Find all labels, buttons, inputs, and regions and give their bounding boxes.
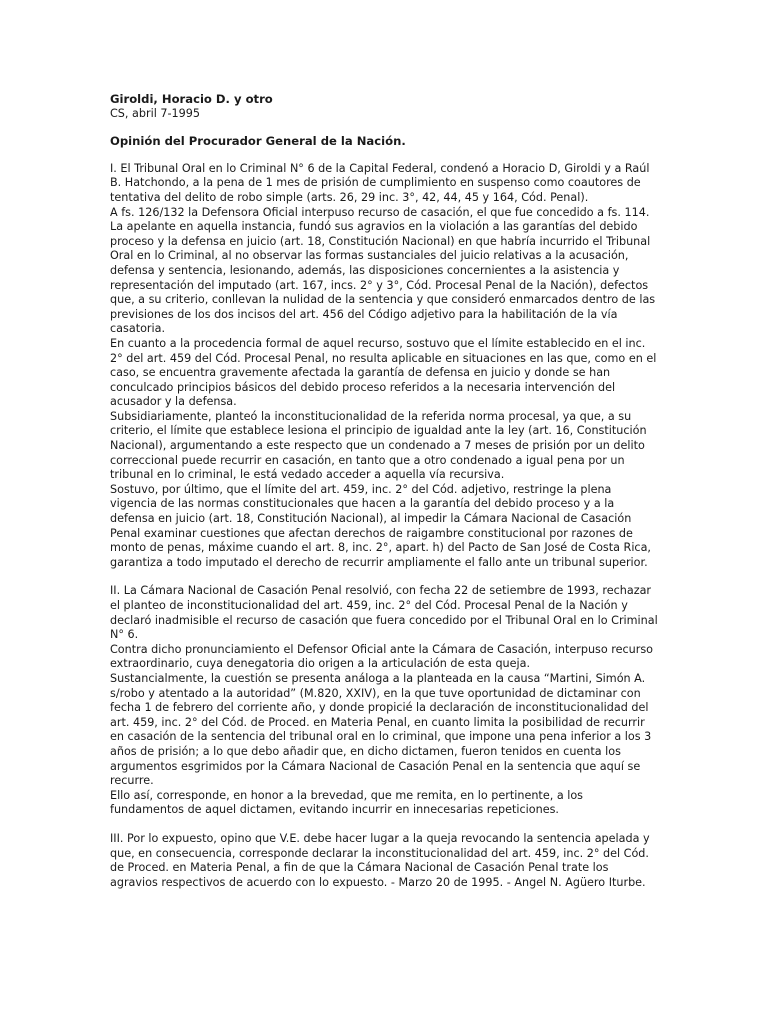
document-page: [110, 92, 658, 904]
paragraph: III. Por lo expuesto, opino que V.E. debe hacer lugar a la queja revocando la sentencia apelada y que, en consecuencia, corresponde declarar la inconstitucionalidad del art. 459, inc. 2° del Cód. de Proced. en Materia Penal, a fin de que la Cámara Nacional de Casación Penal trate los agravios respectivos de acuerdo con lo expuesto. - Marzo 20 de 1995. - Angel N. Agüero Iturbe.: [110, 831, 650, 889]
section-iii: [110, 832, 658, 890]
paragraph: Sustancialmente, la cuestión se presenta análoga a la planteada en la causa “Martini, Simón A. s/robo y atentado a la autoridad” (M.820, XXIV), en la que tuve oportunidad de dictaminar con fecha 1 de febrero del corriente año, y donde propicié la declaración de inconstitucionalidad del art. 459, inc. 2° del Cód. de Proced. en Materia Penal, en cuanto limita la posibilidad de recurrir en casación de la sentencia del tribunal oral en lo criminal, que impone una pena inferior a los 3 años de prisión; a lo que debo añadir que, en dicho dictamen, fueron tenidos en cuenta los argumentos esgrimidos por la Cámara Nacional de Casación Penal en la sentencia que aquí se recurre.: [110, 671, 652, 788]
paragraph: Subsidiariamente, planteó la inconstitucionalidad de la referida norma procesal, ya que, a su criterio, el límite que establece lesiona el principio de igualdad ante la ley (art. 16, Constitución Nacional), argumentando a este respecto que un condenado a 7 meses de prisión por un delito correccional puede recurrir en casación, en tanto que a otro condenado a igual pena por un tribunal en lo criminal, le está vedado acceder a aquella vía recursiva.: [110, 409, 647, 482]
paragraph: Sostuvo, por último, que el límite del art. 459, inc. 2° del Cód. adjetivo, restringe la plena vigencia de las normas constitucionales que hacen a la garantía del debido proceso y a la defensa en juicio (art. 18, Constitución Nacional), al impedir la Cámara Nacional de Casación Penal examinar cuestiones que afectan derechos de raigambre constitucional por razones de monto de penas, máxime cuando el art. 8, inc. 2°, apart. h) del Pacto de San José de Costa Rica, garantiza a todo imputado el derecho de recurrir ampliamente el fallo ante un tribunal superior.: [110, 482, 651, 569]
paragraph: II. La Cámara Nacional de Casación Penal resolvió, con fecha 22 de setiembre de 1993, rechazar el planteo de inconstitucionalidad del art. 459, inc. 2° del Cód. Procesal Penal de la Nación y declaró inadmisible el recurso de casación que fuera concedido por el Tribunal Oral en lo Criminal N° 6.: [110, 584, 658, 642]
paragraph: En cuanto a la procedencia formal de aquel recurso, sostuvo que el límite establecido en el inc. 2° del art. 459 del Cód. Procesal Penal, no resulta aplicable en situaciones en las que, como en el caso, se encuentra gravemente afectada la garantía de defensa en juicio y donde se han conculcado principios básicos del debido proceso referidos a la necesaria intervención del acusador y la defensa.: [110, 336, 657, 409]
paragraph: Ello así, corresponde, en honor a la brevedad, que me remita, en lo pertinente, a los fundamentos de aquel dictamen, evitando incurrir en innecesarias repeticiones.: [110, 788, 584, 817]
paragraph: I. El Tribunal Oral en lo Criminal N° 6 de la Capital Federal, condenó a Horacio D, Giroldi y a Raúl B. Hatchondo, a la pena de 1 mes de prisión de cumplimiento en suspenso como coautores de tentativa del delito de robo simple (arts. 26, 29 inc. 3°, 42, 44, 45 y 164, Cód. Penal).: [110, 161, 650, 204]
case-date: CS, abril 7-1995: [110, 106, 200, 120]
section-ii: [110, 584, 658, 818]
paragraph: A fs. 126/132 la Defensora Oficial interpuso recurso de casación, el que fue concedido a fs. 114.: [110, 205, 650, 219]
paragraph: Contra dicho pronunciamiento el Defensor Oficial ante la Cámara de Casación, interpuso recurso extraordinario, cuya denegatoria dio origen a la articulación de esta queja.: [110, 642, 654, 671]
opinion-heading: Opinión del Procurador General de la Nación.: [110, 134, 406, 149]
paragraph: La apelante en aquella instancia, fundó sus agravios en la violación a las garantías del debido proceso y la defensa en juicio (art. 18, Constitución Nacional) en que habría incurrido el Tribunal Oral en lo Criminal, al no observar las formas sustanciales del juicio relativas a la acusación, defensa y sentencia, lesionando, además, las disposiciones concernientes a la asistencia y representación del imputado (art. 167, incs. 2° y 3°, Cód. Procesal Penal de la Nación), defectos que, a su criterio, conllevan la nulidad de la sentencia y que consideró enmarcados dentro de las previsiones de los dos incisos del art. 456 del Código adjetivo para la habilitación de la vía casatoria.: [110, 220, 656, 336]
section-i: [110, 162, 658, 571]
case-title: Giroldi, Horacio D. y otro: [110, 92, 273, 106]
